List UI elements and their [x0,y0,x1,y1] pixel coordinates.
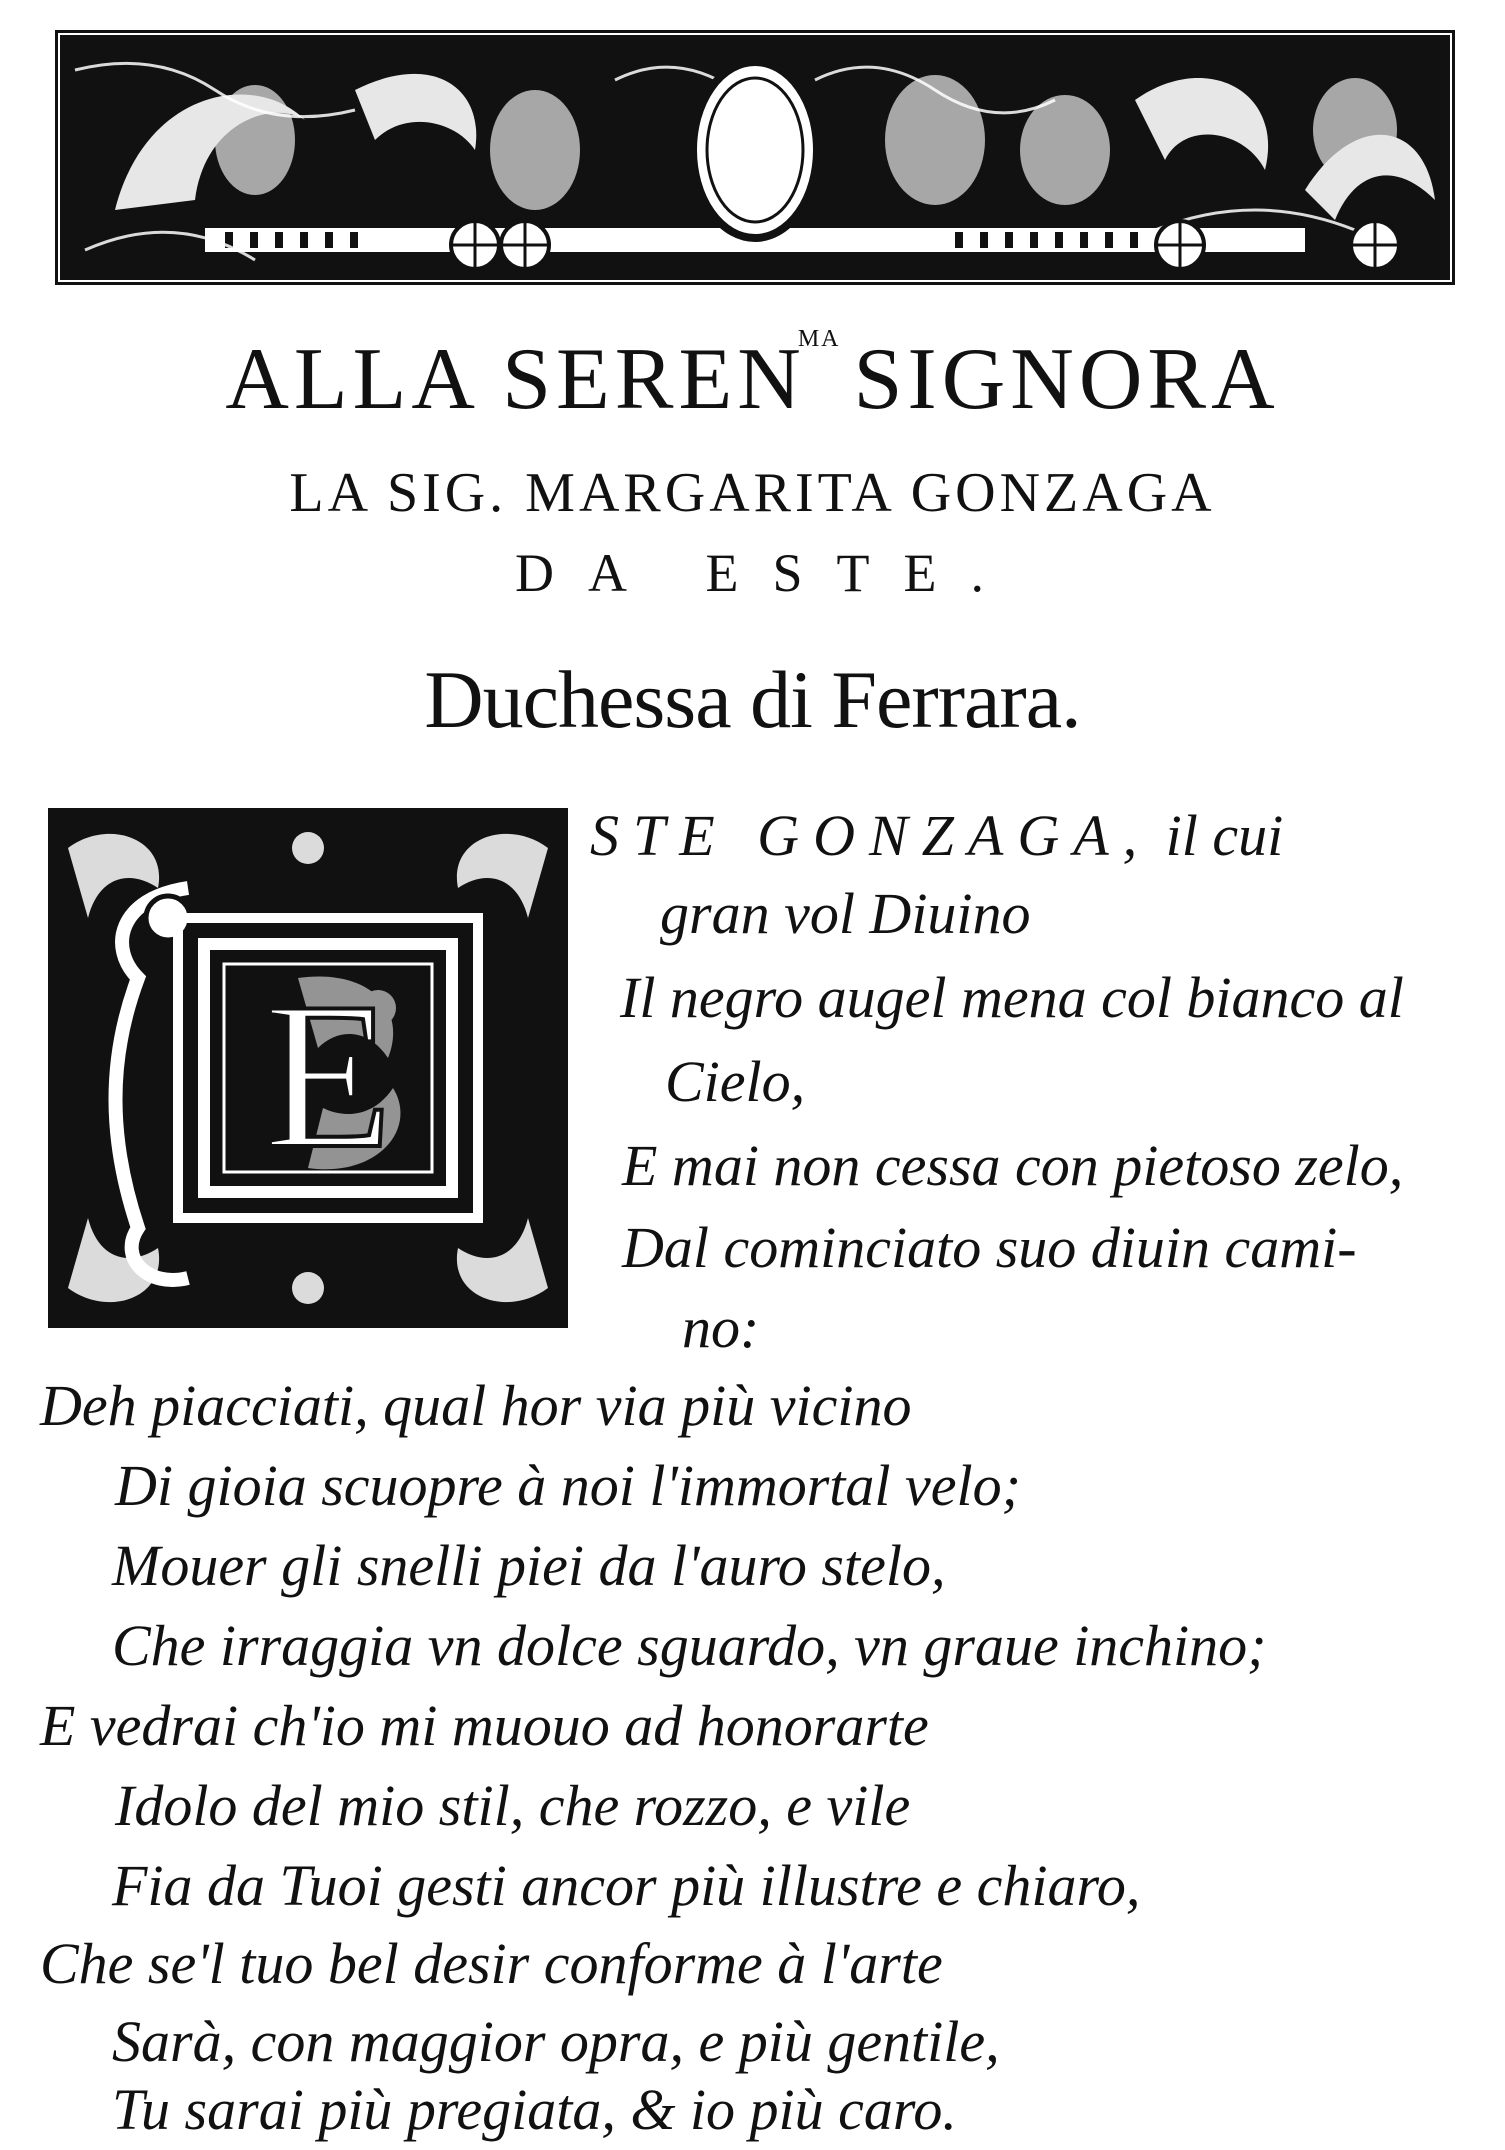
heading-line-2: LA SIG. MARGARITA GONZAGA [289,462,1216,524]
initial-letter: E [263,960,393,1192]
ornamental-initial [48,808,568,1328]
heading-line-1-main: ALLA SEREN [225,331,806,428]
initial-ornament-frame [48,808,568,1328]
poem-line-15: Che se'l tuo bel desir conforme à l'arte [40,1931,943,1996]
heading-line-1 [0,326,1505,451]
poem-line-9: Di gioia scuopre à noi l'immortal velo; [115,1453,1021,1518]
poem-line-1 [590,800,1283,872]
headpiece-woodcut [55,30,1455,285]
poem-line-12: E vedrai ch'io mi muouo ad honorarte [40,1693,929,1758]
poem-line-7: no: [682,1295,760,1360]
poem-line-6: Dal cominciato suo diuin cami- [622,1215,1357,1280]
poem-line-5: E mai non cessa con pietoso zelo, [622,1133,1404,1198]
poem-line-11: Che irraggia vn dolce sguardo, vn graue inchino; [112,1613,1267,1678]
poem-line-14: Fia da Tuoi gesti ancor più illustre e chiaro, [112,1853,1141,1918]
poem-line-3: Il negro augel mena col bianco al [620,965,1404,1030]
poem-line-13: Idolo del mio stil, che rozzo, e vile [115,1773,911,1838]
heading-line-1-tail: SIGNORA [826,331,1280,428]
poem-line-16: Sarà, con maggior opra, e più gentile, [112,2009,1000,2074]
decorative-headpiece [55,30,1455,285]
poem-line-2: gran vol Diuino [660,881,1031,946]
poem-line-8: Deh piacciati, qual hor via più vicino [40,1373,912,1438]
poem-line-17: Tu sarai più pregiata, & io più caro. [112,2077,957,2142]
heading-superscript: MA [797,326,841,352]
heading-line-3: DA ESTE. [514,543,1018,603]
poem-line-4: Cielo, [665,1049,806,1114]
poem-line-10: Mouer gli snelli piei da l'auro stelo, [112,1533,946,1598]
heading-line-4: Duchessa di Ferrara. [424,654,1081,745]
poem-line-1-rest: il cui [1151,803,1284,868]
poem-line-1-caps: STE GONZAGA, [590,803,1152,868]
